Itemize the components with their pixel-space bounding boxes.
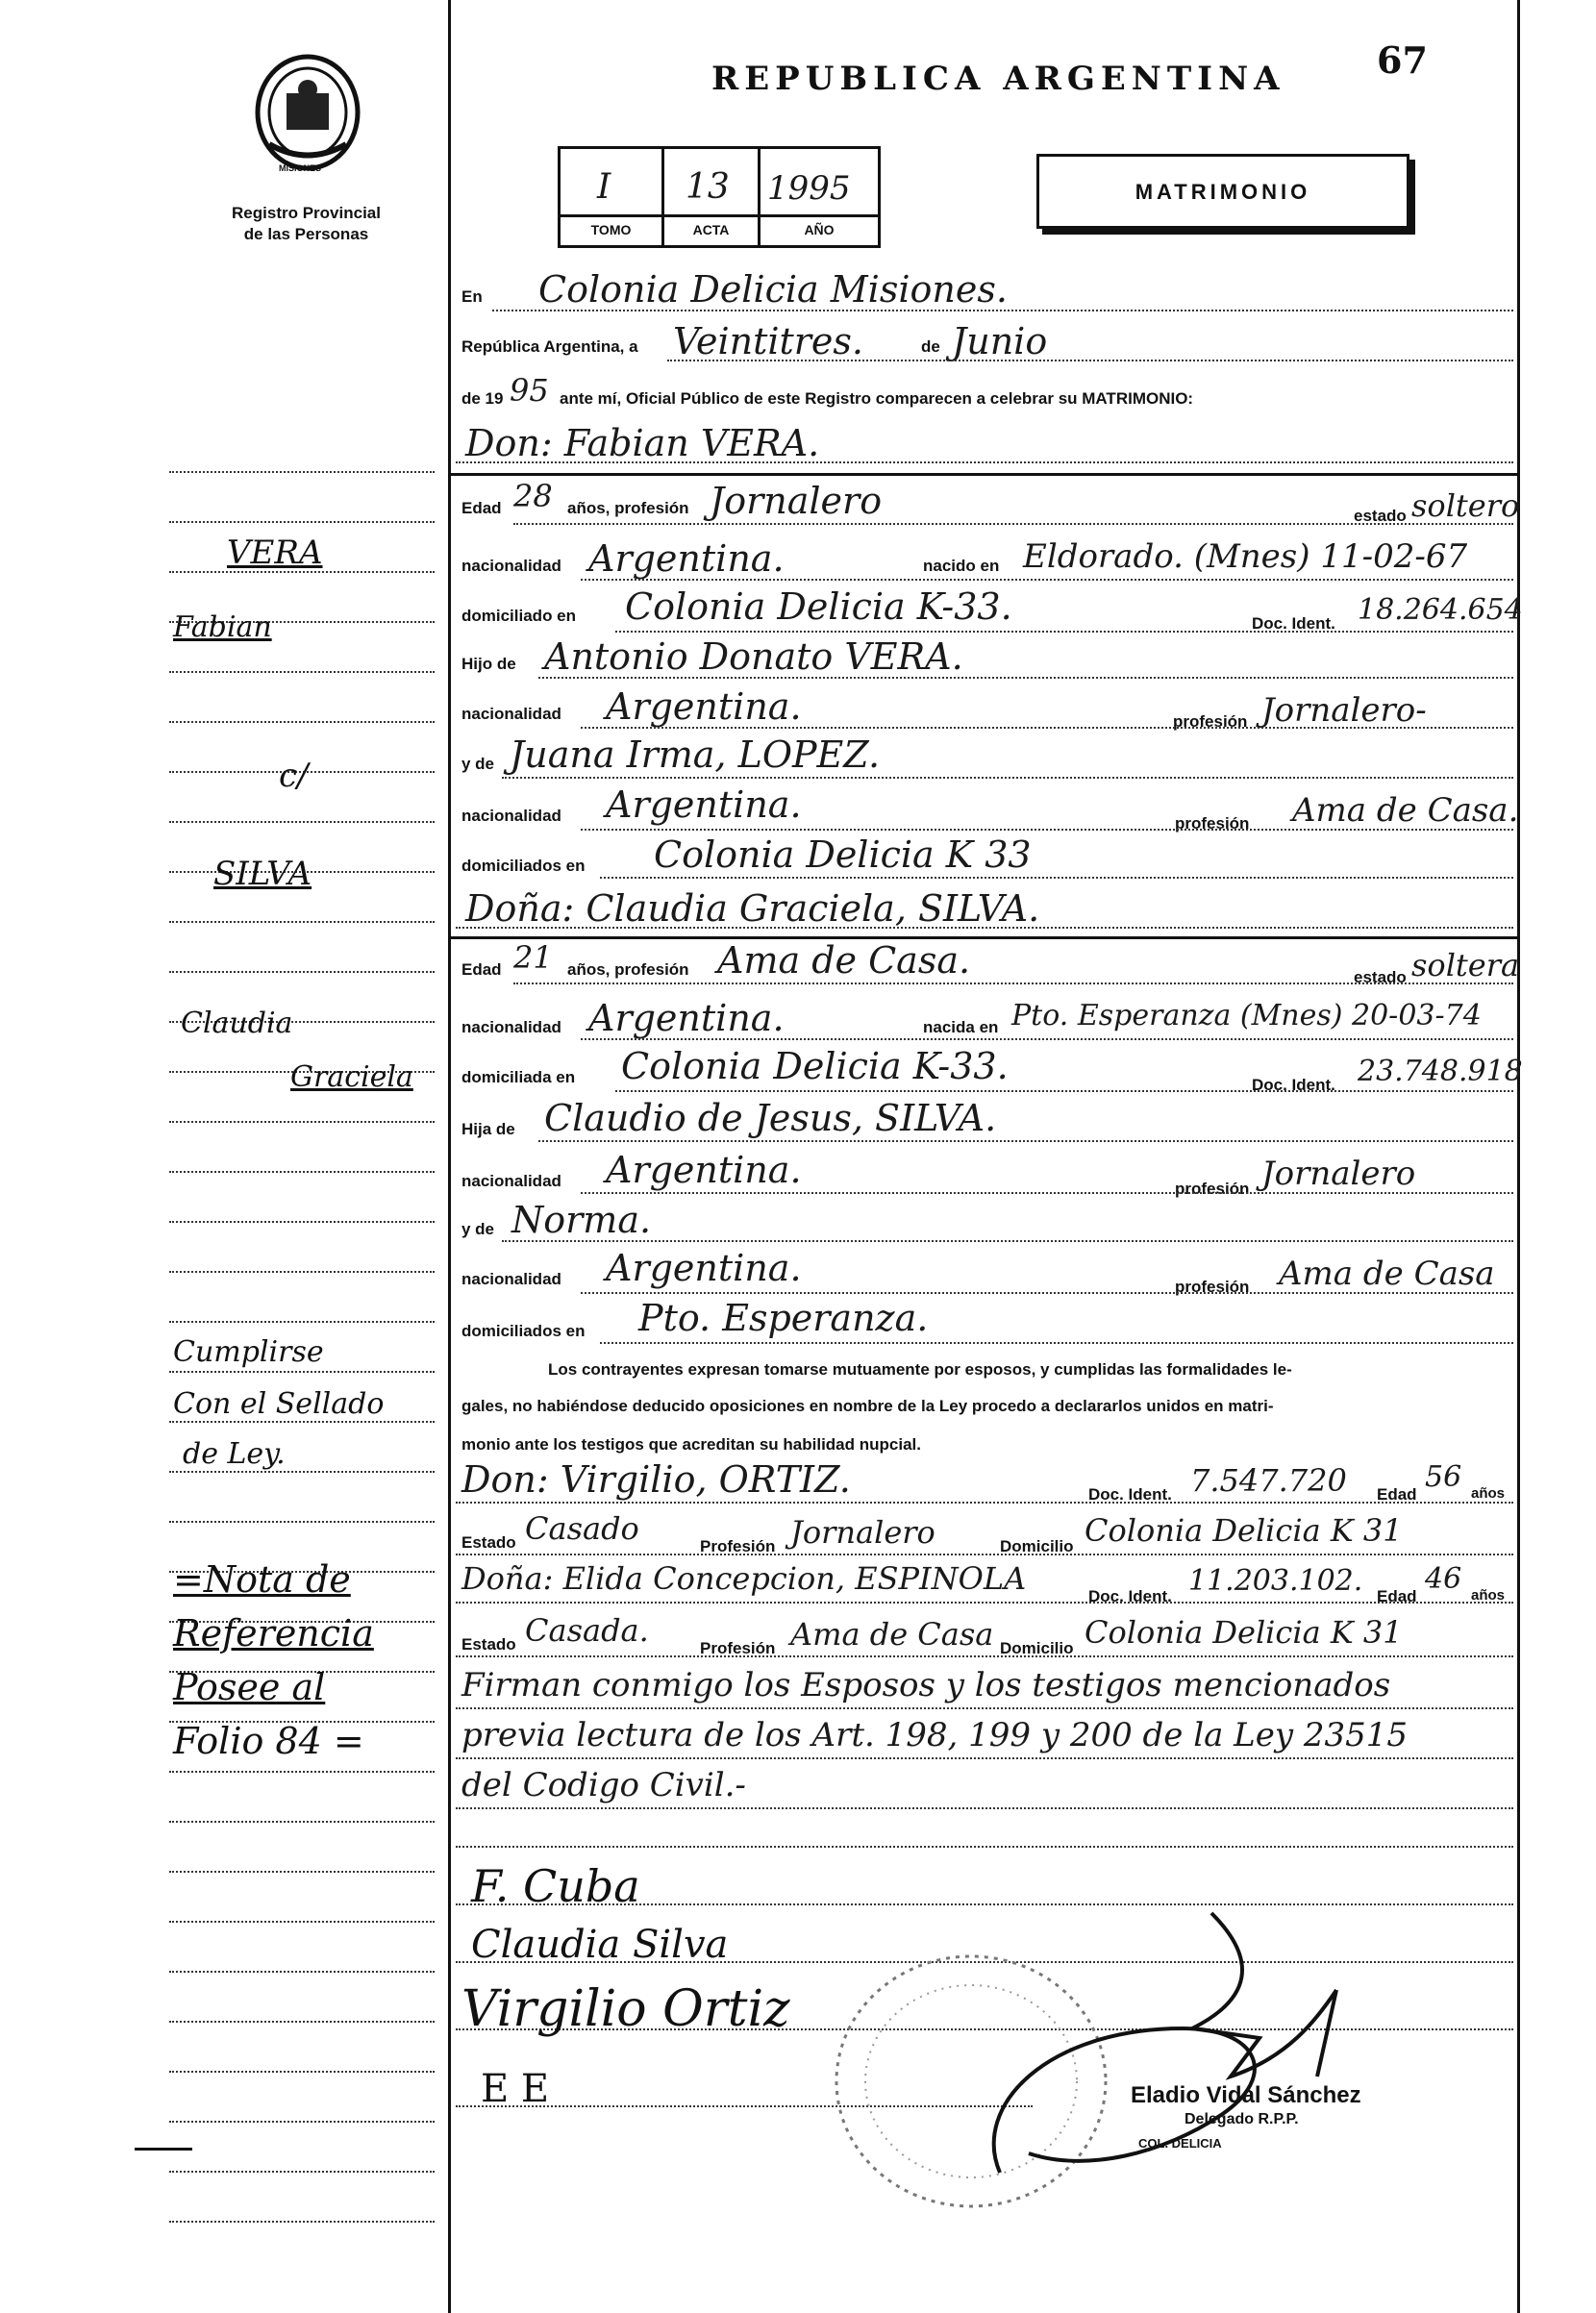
margin-rule <box>169 2021 435 2023</box>
witness2-marital-status: Casada. <box>525 1612 649 1649</box>
groom-id: 18.264.654 <box>1358 593 1523 627</box>
groom-nationality: Argentina. <box>588 537 785 580</box>
margin-rule <box>169 671 435 673</box>
margin-rule <box>169 1471 435 1473</box>
margin-rule <box>169 2171 435 2173</box>
margin-given-bride-2: Graciela <box>290 1060 413 1094</box>
groom-father: Antonio Donato VERA. <box>544 635 963 678</box>
groom-mother-profession: Ama de Casa. <box>1292 791 1519 830</box>
ano-value: 1995 <box>767 169 851 208</box>
declaration-line2: gales, no habiéndose deducido oposiciones en nombre de la Ley procedo a declararlos unidos en matri- <box>461 1397 1274 1415</box>
groom-age: 28 <box>513 478 553 514</box>
ano-label: AÑO <box>804 222 835 237</box>
officer-name: Eladio Vidal Sánchez <box>1131 2082 1361 2108</box>
year-prefix: de 19 <box>461 389 504 408</box>
groom-profession: Jornalero <box>710 480 883 522</box>
acta-label: ACTA <box>692 222 730 237</box>
page-number: 67 <box>1377 38 1428 82</box>
margin-stamp-note-3: de Ley. <box>183 1437 286 1471</box>
margin-rule <box>169 1971 435 1973</box>
margin-reference-4: Folio 84 = <box>173 1720 364 1762</box>
seal-text: MISIONES <box>279 163 322 173</box>
margin-rule <box>169 1921 435 1923</box>
de-label: de <box>921 337 940 356</box>
margin-surname-groom: VERA <box>227 534 323 572</box>
tomo-label: TOMO <box>590 222 632 237</box>
margin-connector: c/ <box>279 757 309 795</box>
margin-stamp-note-1: Cumplirse <box>173 1335 324 1369</box>
registry-name-line1: Registro Provincial <box>232 204 381 222</box>
margin-column-line <box>448 0 451 2313</box>
witness1-address: Colonia Delicia K 31 <box>1085 1512 1403 1549</box>
bride-address: Colonia Delicia K-33. <box>621 1045 1009 1087</box>
margin-rule <box>169 2121 435 2123</box>
margin-rule <box>169 1771 435 1773</box>
margin-rule <box>169 1121 435 1123</box>
groom-signature: F. Cuba <box>471 1860 640 1912</box>
month-value: Junio <box>952 320 1048 362</box>
republica-label: República Argentina, a <box>461 337 638 356</box>
bride-birthplace: Pto. Esperanza (Mnes) 20-03-74 <box>1011 999 1482 1032</box>
margin-reference-1: =Nota de <box>173 1558 351 1601</box>
margin-rule <box>169 1171 435 1173</box>
declaration-line1: Los contrayentes expresan tomarse mutuamente por esposos, y cumplidas las formalidades le- <box>548 1360 1292 1379</box>
margin-rule <box>169 721 435 723</box>
witness2-address: Colonia Delicia K 31 <box>1085 1614 1403 1651</box>
bride-signature: Claudia Silva <box>471 1923 729 1967</box>
officer-office: COL. DELICIA <box>1138 2136 1222 2151</box>
margin-rule <box>169 1821 435 1823</box>
groom-name: Don: Fabian VERA. <box>465 422 820 464</box>
witness2-name: Doña: Elida Concepcion, ESPINOLA <box>461 1560 1027 1597</box>
right-border-line <box>1517 0 1520 2313</box>
witness2-age: 46 <box>1425 1562 1462 1596</box>
witness1-id: 7.547.720 <box>1190 1462 1347 1499</box>
bride-mother-nationality: Argentina. <box>606 1247 802 1289</box>
margin-reference-3: Posee al <box>173 1666 326 1708</box>
bride-father-nationality: Argentina. <box>606 1149 802 1191</box>
groom-parents-address: Colonia Delicia K 33 <box>654 833 1032 876</box>
margin-rule <box>169 1221 435 1223</box>
witness2-id: 11.203.102. <box>1188 1564 1363 1598</box>
margin-rule <box>169 521 435 523</box>
act-type-box <box>1036 154 1409 229</box>
bride-parents-address: Pto. Esperanza. <box>638 1297 929 1339</box>
year-suffix: 95 <box>510 372 549 409</box>
place-value: Colonia Delicia Misiones. <box>538 268 1008 311</box>
witness2-signature: E E <box>481 2067 550 2111</box>
witness2-profession: Ama de Casa <box>790 1616 994 1653</box>
bride-marital-status: soltera <box>1411 947 1520 983</box>
declaration-line3: monio ante los testigos que acreditan su habilidad nupcial. <box>461 1435 921 1454</box>
margin-given-groom: Fabian <box>173 610 272 644</box>
provincial-seal <box>250 53 365 173</box>
margin-stamp-note-2: Con el Sellado <box>173 1387 385 1421</box>
witness1-name: Don: Virgilio, ORTIZ. <box>461 1458 851 1501</box>
bride-name: Doña: Claudia Graciela, SILVA. <box>465 887 1040 930</box>
margin-rule <box>169 1271 435 1273</box>
groom-marital-status: soltero <box>1411 487 1520 524</box>
bride-age: 21 <box>513 939 553 976</box>
margin-rule <box>169 821 435 823</box>
margin-rule <box>169 1371 435 1373</box>
margin-surname-bride: SILVA <box>213 855 312 893</box>
notes-line3: del Codigo Civil.- <box>461 1766 746 1804</box>
margin-rule <box>169 1321 435 1323</box>
bride-profession: Ama de Casa. <box>717 939 971 982</box>
act-type-label: MATRIMONIO <box>1135 180 1311 204</box>
margin-reference-2: Referencia <box>173 1612 374 1654</box>
tomo-value: I <box>597 167 611 207</box>
margin-rule <box>169 1421 435 1423</box>
witness1-age: 56 <box>1425 1460 1462 1494</box>
witness1-marital-status: Casado <box>525 1510 639 1547</box>
groom-mother-nationality: Argentina. <box>606 783 802 826</box>
punch-mark <box>135 2148 192 2151</box>
groom-mother: Juana Irma, LOPEZ. <box>510 734 881 776</box>
witness1-profession: Jornalero <box>790 1514 935 1551</box>
registry-name-line2: de las Personas <box>243 225 369 243</box>
officer-title: Delegado R.P.P. <box>1185 2111 1299 2127</box>
bride-father: Claudio de Jesus, SILVA. <box>544 1097 997 1139</box>
volume-record-box <box>558 146 881 248</box>
margin-rule <box>169 2221 435 2223</box>
margin-rule <box>169 1871 435 1873</box>
margin-rule <box>169 971 435 973</box>
notes-line2: previa lectura de los Art. 198, 199 y 200 de la Ley 23515 <box>461 1716 1409 1754</box>
margin-rule <box>169 471 435 473</box>
groom-father-nationality: Argentina. <box>606 685 802 728</box>
margin-rule <box>169 921 435 923</box>
acta-value: 13 <box>686 167 730 207</box>
en-label: En <box>461 287 483 306</box>
groom-father-profession: Jornalero- <box>1261 691 1427 730</box>
margin-given-bride-1: Claudia <box>181 1007 293 1040</box>
day-value: Veintitres. <box>673 320 863 362</box>
margin-rule <box>169 1521 435 1523</box>
margin-rule <box>169 2071 435 2073</box>
bride-mother-profession: Ama de Casa <box>1279 1255 1495 1293</box>
bride-id: 23.748.918 <box>1358 1055 1523 1088</box>
country-title: REPUBLICA ARGENTINA <box>711 60 1285 98</box>
bride-mother: Norma. <box>511 1199 652 1241</box>
bride-father-profession: Jornalero <box>1261 1155 1416 1193</box>
intro-statement: ante mí, Oficial Público de este Registro comparecen a celebrar su MATRIMONIO: <box>560 389 1194 408</box>
groom-address: Colonia Delicia K-33. <box>625 585 1012 628</box>
bride-nationality: Argentina. <box>588 997 785 1039</box>
witness1-signature: Virgilio Ortiz <box>461 1980 790 2038</box>
groom-birthplace: Eldorado. (Mnes) 11-02-67 <box>1023 537 1468 576</box>
notes-line1: Firman conmigo los Esposos y los testigos mencionados <box>461 1666 1391 1704</box>
